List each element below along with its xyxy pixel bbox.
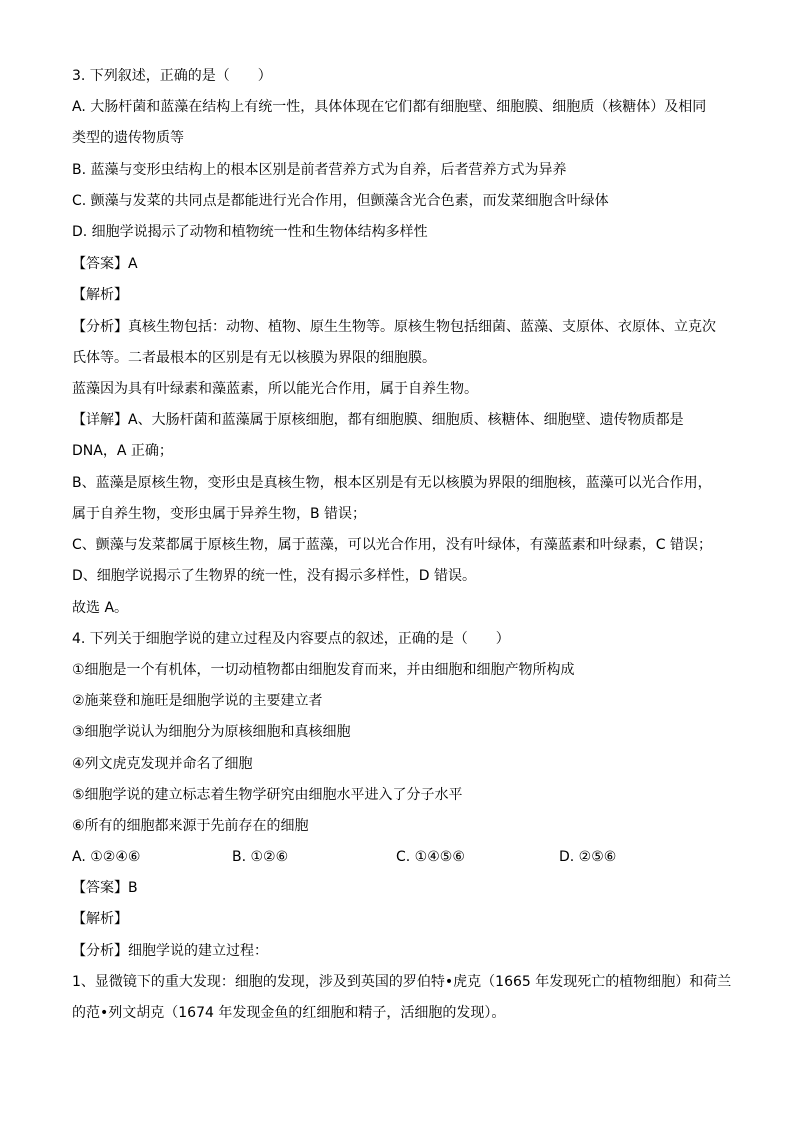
q3-stem: 3. 下列叙述，正确的是（ ） — [72, 68, 272, 84]
q3-option-d: D. 细胞学说揭示了动物和植物统一性和生物体结构多样性 — [72, 224, 428, 240]
q4-point1-line2: 的范•列文胡克（1674 年发现金鱼的红细胞和精子，活细胞的发现）。 — [72, 1005, 506, 1021]
q3-fenxi-line1 — [72, 319, 716, 335]
answer-value: A — [128, 256, 138, 272]
q3-fenxi-line2: 氏体等。二者最根本的区别是有无以核膜为界限的细胞膜。 — [72, 350, 436, 366]
q4-option-a: A. ①②④⑥ — [72, 849, 141, 865]
q3-xiangjie-line2: DNA，A 正确； — [72, 443, 173, 459]
answer-label: 【答案】 — [72, 880, 128, 896]
q3-fenxi-line3: 蓝藻因为具有叶绿素和藻蓝素，所以能光合作用，属于自养生物。 — [72, 381, 478, 397]
q4-option-c: C. ①④⑤⑥ — [396, 849, 465, 865]
q3-xiangjie-line3: B、蓝藻是原核生物，变形虫是真核生物，根本区别是有无以核膜为界限的细胞核，蓝藻可以光合作用， — [72, 475, 712, 491]
q4-stem: 4. 下列关于细胞学说的建立过程及内容要点的叙述，正确的是（ ） — [72, 631, 510, 647]
q3-option-b: B. 蓝藻与变形虫结构上的根本区别是前者营养方式为自养，后者营养方式为异养 — [72, 162, 567, 178]
q4-analysis-label: 【解析】 — [72, 911, 128, 927]
q3-option-c: C. 颤藻与发菜的共同点是都能进行光合作用，但颤藻含光合色素，而发菜细胞含叶绿体 — [72, 193, 609, 209]
q3-option-a-line1: A. 大肠杆菌和蓝藻在结构上有统一性，具体体现在它们都有细胞壁、细胞膜、细胞质（核糖体）及相同 — [72, 99, 707, 115]
q3-option-a-line2: 类型的遗传物质等 — [72, 130, 184, 146]
q4-statement-6: ⑥所有的细胞都来源于先前存在的细胞 — [72, 818, 309, 834]
q4-option-d: D. ②⑤⑥ — [559, 849, 617, 865]
fenxi-label: 【分析】 — [72, 943, 128, 959]
answer-value: B — [128, 880, 138, 896]
q3-conclusion: 故选 A。 — [72, 600, 129, 616]
q3-analysis-label: 【解析】 — [72, 287, 128, 303]
xiangjie-text: A、大肠杆菌和蓝藻属于原核细胞，都有细胞膜、细胞质、核糖体、细胞壁、遗传物质都是 — [128, 412, 684, 428]
q3-xiangjie-line5: C、颤藻与发菜都属于原核生物，属于蓝藻，可以光合作用，没有叶绿体，有藻蓝素和叶绿素，C 错误； — [72, 537, 712, 553]
q3-xiangjie-line4: 属于自养生物，变形虫属于异养生物，B 错误； — [72, 506, 367, 522]
q4-statement-1: ①细胞是一个有机体，一切动植物都由细胞发育而来，并由细胞和细胞产物所构成 — [72, 662, 575, 678]
q4-statement-5: ⑤细胞学说的建立标志着生物学研究由细胞水平进入了分子水平 — [72, 787, 463, 803]
q3-xiangjie-line1 — [72, 412, 684, 428]
fenxi-text: 真核生物包括：动物、植物、原生生物等。原核生物包括细菌、蓝藻、支原体、衣原体、立克次 — [128, 319, 716, 335]
fenxi-text: 细胞学说的建立过程： — [128, 943, 268, 959]
q3-xiangjie-line6: D、细胞学说揭示了生物界的统一性，没有揭示多样性，D 错误。 — [72, 568, 477, 584]
q4-statement-3: ③细胞学说认为细胞分为原核细胞和真核细胞 — [72, 724, 351, 740]
q4-statement-4: ④列文虎克发现并命名了细胞 — [72, 756, 253, 772]
q4-point1-line1: 1、显微镜下的重大发现：细胞的发现，涉及到英国的罗伯特•虎克（1665 年发现死亡的植物细胞）和荷兰 — [72, 974, 732, 990]
q4-option-b: B. ①②⑥ — [232, 849, 289, 865]
q3-answer — [72, 256, 138, 272]
q4-statement-2: ②施莱登和施旺是细胞学说的主要建立者 — [72, 693, 323, 709]
xiangjie-label: 【详解】 — [72, 412, 128, 428]
answer-label: 【答案】 — [72, 256, 128, 272]
q4-answer — [72, 880, 138, 896]
fenxi-label: 【分析】 — [72, 319, 128, 335]
q4-fenxi — [72, 943, 268, 959]
